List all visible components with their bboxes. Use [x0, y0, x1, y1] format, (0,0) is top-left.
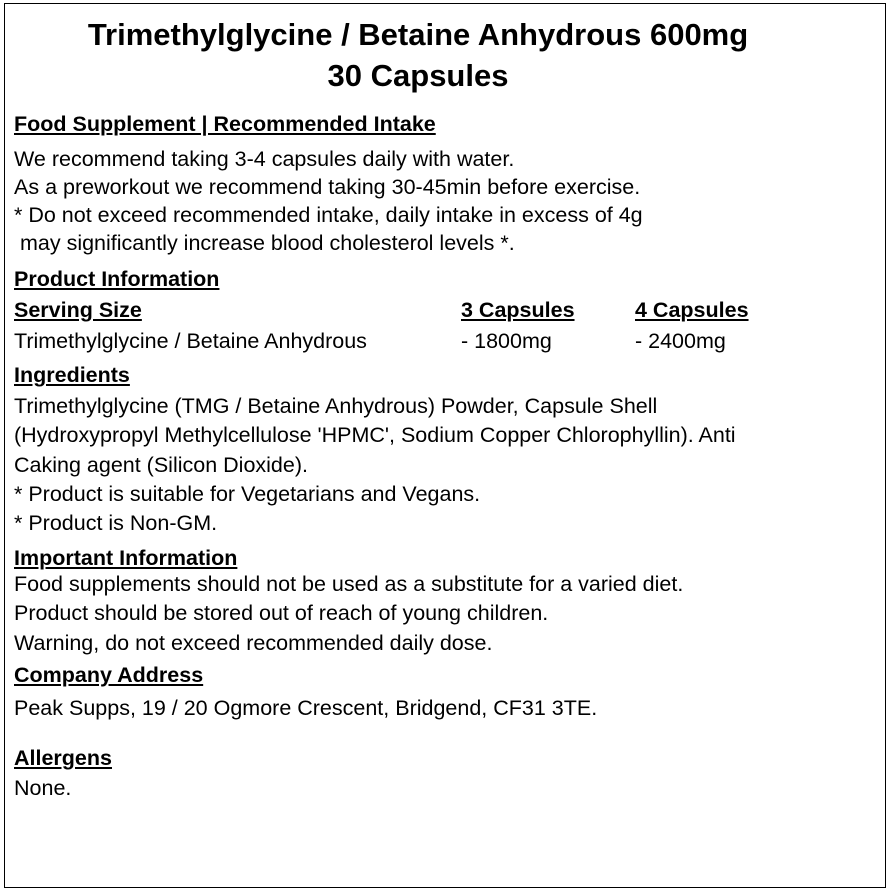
- ingredients-line: * Product is Non-GM.: [14, 511, 218, 535]
- intake-line: We recommend taking 3-4 capsules daily with water.: [14, 147, 515, 171]
- intake-heading: Food Supplement | Recommended Intake: [14, 112, 436, 136]
- company-address-heading: Company Address: [14, 663, 204, 687]
- allergens-value: None.: [14, 776, 72, 800]
- important-info-line: Product should be stored out of reach of young children.: [14, 601, 549, 625]
- company-address: Peak Supps, 19 / 20 Ogmore Crescent, Bridgend, CF31 3TE.: [14, 696, 598, 720]
- ingredients-line: Trimethylglycine (TMG / Betaine Anhydrous) Powder, Capsule Shell: [14, 394, 658, 418]
- intake-line: * Do not exceed recommended intake, daily intake in excess of 4g: [14, 203, 643, 227]
- three-capsules-value: - 1800mg: [461, 329, 552, 353]
- allergens-heading: Allergens: [14, 746, 112, 770]
- ingredients-heading: Ingredients: [14, 363, 130, 387]
- important-info-line: Warning, do not exceed recommended daily dose.: [14, 631, 493, 655]
- intake-line: As a preworkout we recommend taking 30-45min before exercise.: [14, 175, 641, 199]
- three-capsules-heading: 3 Capsules: [461, 298, 575, 322]
- four-capsules-heading: 4 Capsules: [635, 298, 749, 322]
- ingredients-line: (Hydroxypropyl Methylcellulose 'HPMC', Sodium Copper Chlorophyllin). Anti: [14, 423, 736, 447]
- product-title: Trimethylglycine / Betaine Anhydrous 600mg: [87, 17, 749, 52]
- serving-size-heading: Serving Size: [14, 298, 142, 322]
- product-info-heading: Product Information: [14, 267, 220, 291]
- important-info-line: Food supplements should not be used as a substitute for a varied diet.: [14, 572, 684, 596]
- product-subtitle: 30 Capsules: [327, 58, 509, 93]
- four-capsules-value: - 2400mg: [635, 329, 726, 353]
- ingredients-line: * Product is suitable for Vegetarians and Vegans.: [14, 482, 481, 506]
- intake-line: may significantly increase blood cholesterol levels *.: [14, 231, 515, 255]
- ingredients-line: Caking agent (Silicon Dioxide).: [14, 453, 308, 477]
- important-info-heading: Important Information: [14, 546, 238, 570]
- serving-row-label: Trimethylglycine / Betaine Anhydrous: [14, 329, 367, 353]
